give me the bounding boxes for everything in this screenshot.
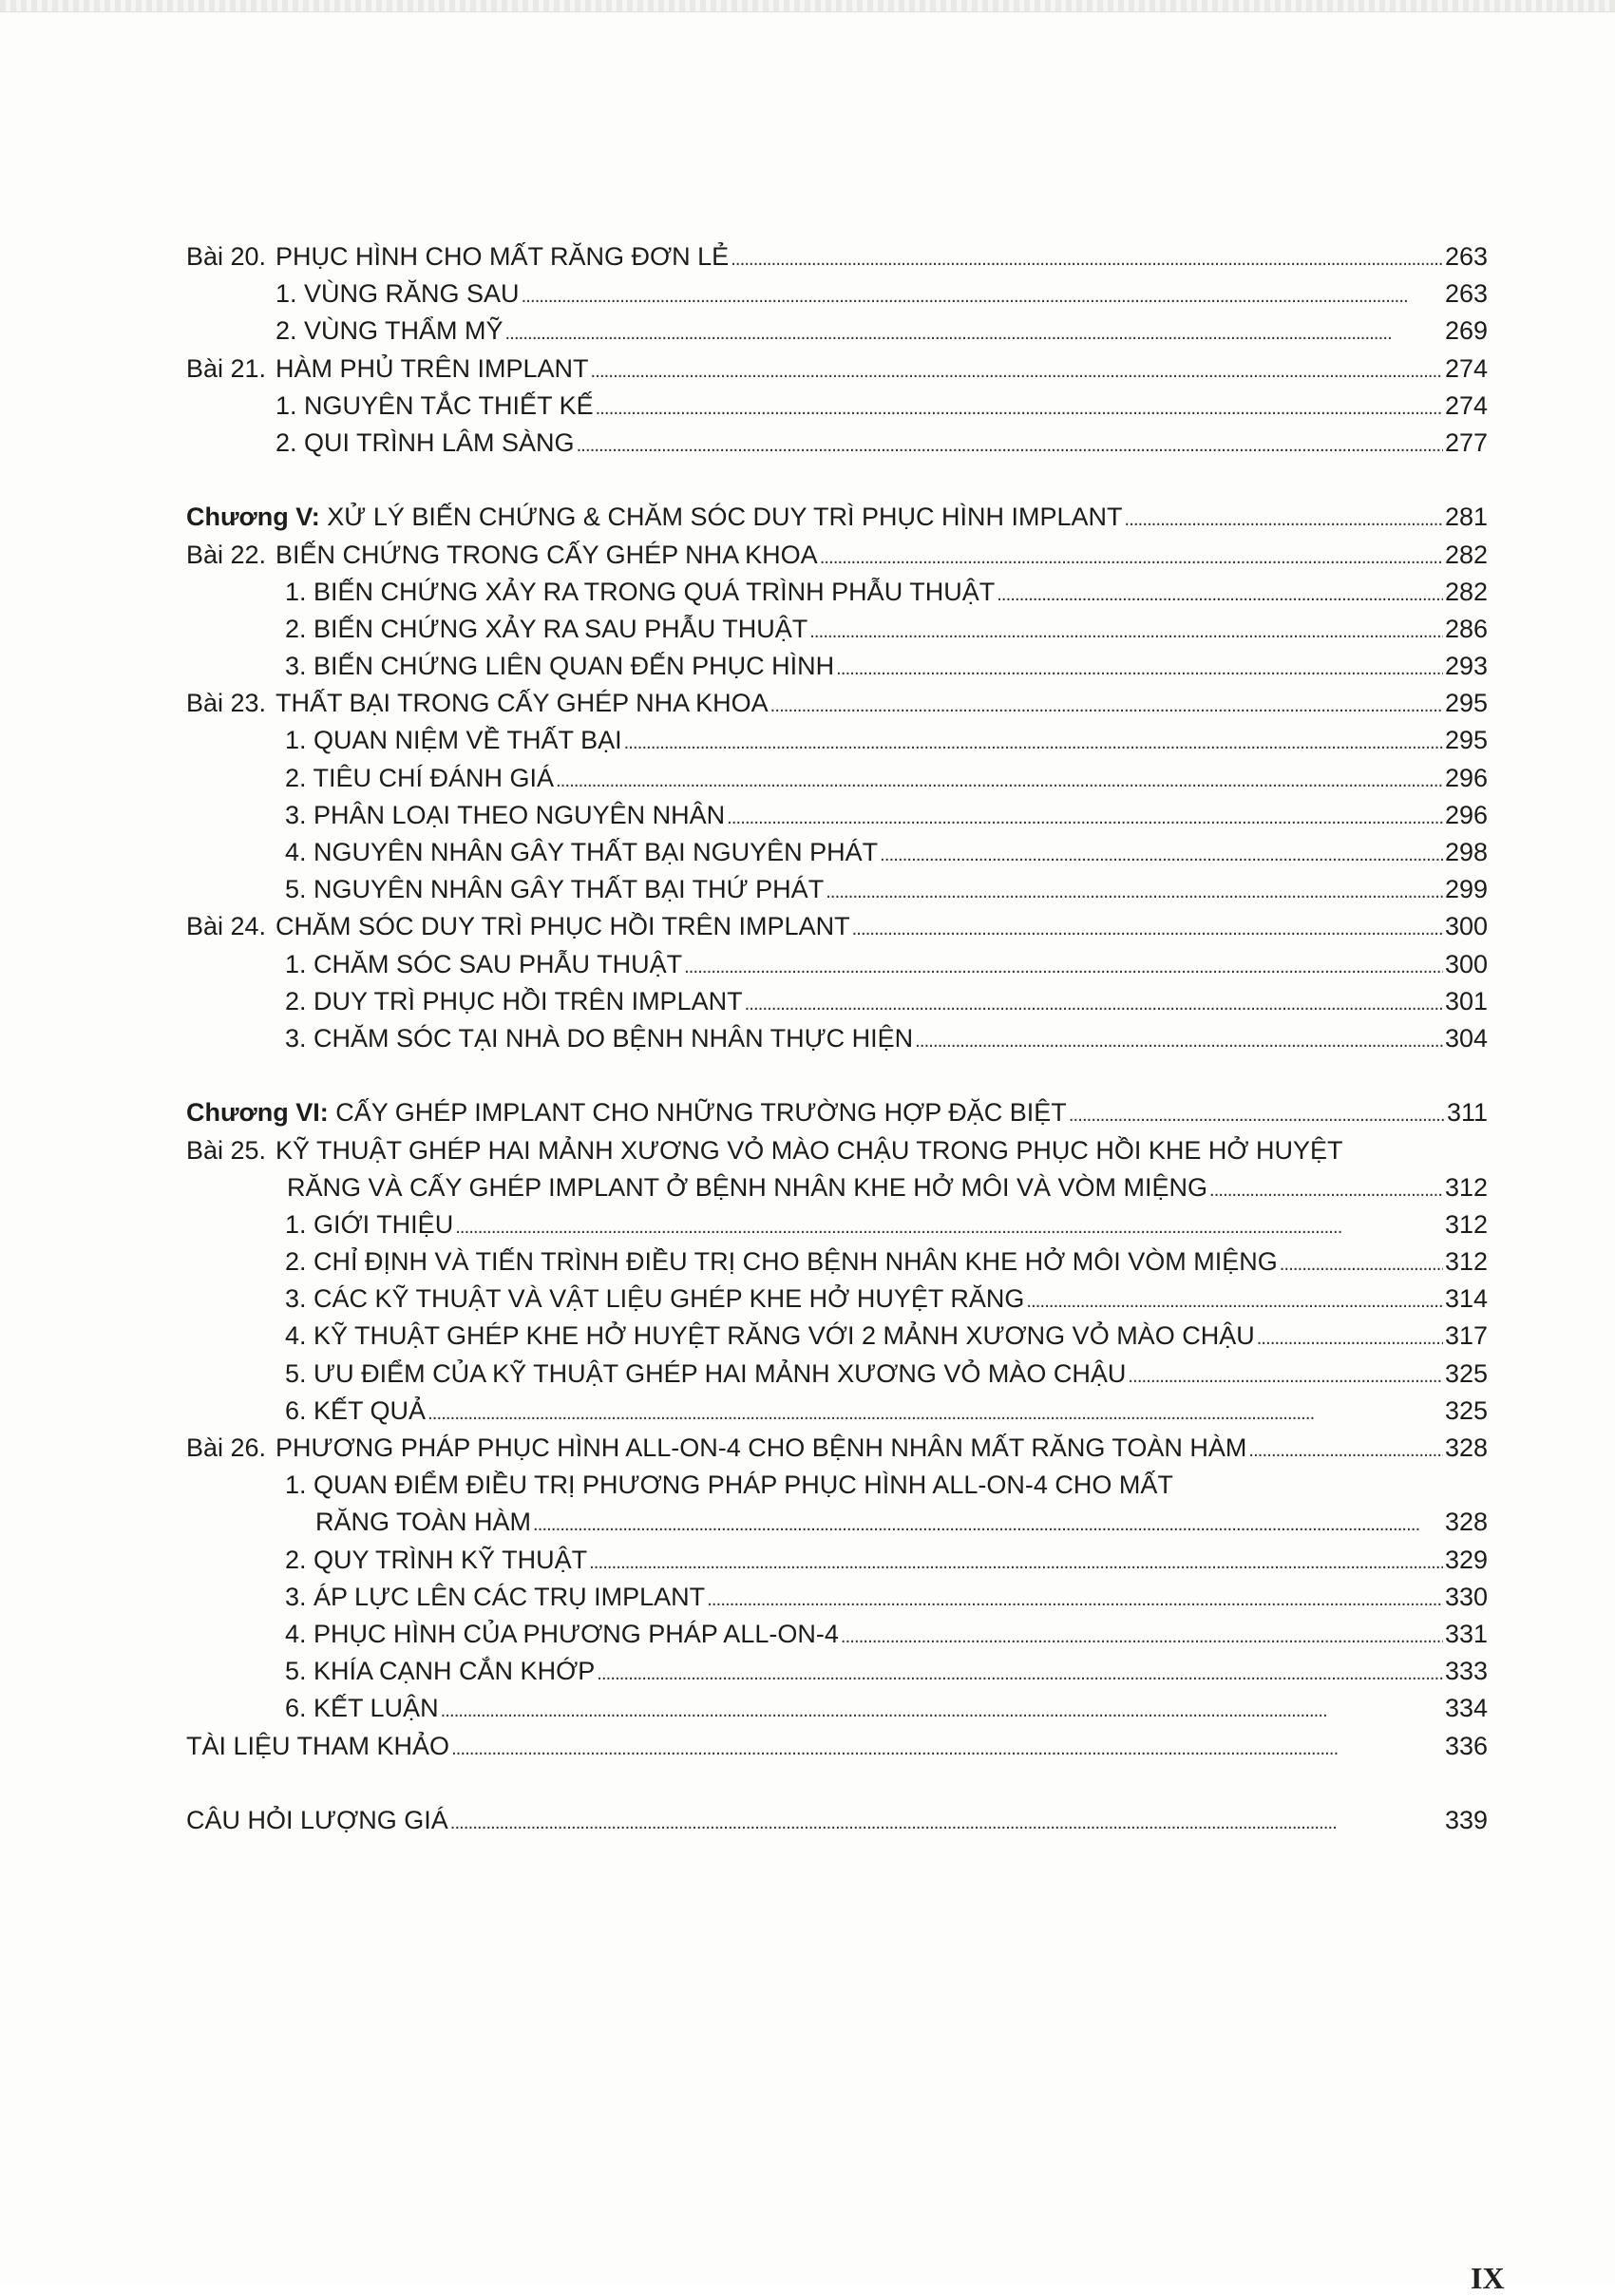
toc-entry[interactable] xyxy=(186,1430,1488,1467)
toc-leader-dots xyxy=(770,685,1443,725)
toc-leader-dots xyxy=(533,1504,1443,1544)
toc-page-number: 325 xyxy=(1444,1358,1488,1388)
toc-leader-dots xyxy=(522,275,1443,315)
toc-leader-dots xyxy=(836,648,1443,688)
toc-leader-dots xyxy=(997,574,1443,614)
toc-entry[interactable] xyxy=(186,1616,1488,1653)
toc-entry[interactable] xyxy=(186,1728,1488,1765)
toc-page-number: 274 xyxy=(1444,390,1488,420)
toc-entry[interactable] xyxy=(186,1243,1488,1281)
toc-entry-title: 4. KỸ THUẬT GHÉP KHE HỞ HUYỆT RĂNG VỚI 2 MẢNH XƯƠNG VỎ MÀO CHẬU xyxy=(285,1321,1255,1351)
toc-leader-dots xyxy=(1280,1243,1443,1283)
toc-spacer xyxy=(186,1765,1488,1802)
toc-page-number: 328 xyxy=(1444,1433,1488,1462)
toc-entry[interactable] xyxy=(186,1169,1488,1206)
toc-entry-title: 4. PHỤC HÌNH CỦA PHƯƠNG PHÁP ALL-ON-4 xyxy=(285,1619,839,1648)
toc-entry-title: RĂNG TOÀN HÀM xyxy=(315,1508,532,1537)
toc-leader-dots xyxy=(624,722,1443,762)
toc-entry-title: PHƯƠNG PHÁP PHỤC HÌNH ALL-ON-4 CHO BỆNH NHÂN MẤT RĂNG TOÀN HÀM xyxy=(276,1433,1247,1462)
toc-entry-title: 2. VÙNG THẨM MỸ xyxy=(276,316,504,346)
toc-entry[interactable] xyxy=(186,1206,1488,1243)
toc-entry-title: 1. NGUYÊN TẮC THIẾT KẾ xyxy=(276,390,594,420)
toc-entry-title: TÀI LIỆU THAM KHẢO xyxy=(186,1731,450,1760)
toc-entry-title: 1. VÙNG RĂNG SAU xyxy=(276,279,520,309)
toc-lesson-number: Bài 24. xyxy=(186,912,267,941)
toc-entry[interactable] xyxy=(186,946,1488,983)
spacer xyxy=(329,1094,336,1131)
toc-page-number: 282 xyxy=(1444,577,1488,606)
toc-page-number: 300 xyxy=(1444,949,1488,978)
toc-entry[interactable] xyxy=(186,1393,1488,1430)
toc-page-number: 277 xyxy=(1444,427,1488,457)
toc-entry[interactable] xyxy=(186,983,1488,1020)
toc-leader-dots xyxy=(915,1020,1443,1060)
toc-page-number: 286 xyxy=(1444,614,1488,643)
toc-leader-dots xyxy=(1128,1356,1443,1395)
toc-entry[interactable] xyxy=(186,499,1488,536)
toc-entry[interactable] xyxy=(186,275,1488,313)
toc-chapter-label: Chương VI: xyxy=(186,1098,329,1128)
toc-leader-dots xyxy=(589,1542,1443,1582)
toc-leader-dots xyxy=(455,1206,1443,1246)
toc-entry[interactable] xyxy=(186,1504,1488,1541)
toc-leader-dots xyxy=(451,1728,1443,1768)
toc-entry-title: 6. KẾT LUẬN xyxy=(285,1694,439,1723)
toc-entry[interactable] xyxy=(186,1356,1488,1393)
toc-leader-dots xyxy=(1026,1281,1443,1320)
toc-entry-title: RĂNG VÀ CẤY GHÉP IMPLANT Ở BỆNH NHÂN KHE HỞ MÔI VÀ VÒM MIỆNG xyxy=(287,1172,1207,1202)
toc-entry[interactable] xyxy=(186,1132,1488,1169)
toc-leader-dots xyxy=(577,425,1443,465)
toc-entry[interactable] xyxy=(186,1802,1488,1839)
toc-entry[interactable] xyxy=(186,611,1488,648)
toc-entry-title: XỬ LÝ BIẾN CHỨNG & CHĂM SÓC DUY TRÌ PHỤC HÌNH IMPLANT xyxy=(327,503,1123,532)
toc-leader-dots xyxy=(556,760,1443,800)
toc-leader-dots xyxy=(1248,1430,1443,1470)
toc-entry-title: 5. ƯU ĐIỂM CỦA KỸ THUẬT GHÉP HAI MẢNH XƯƠNG VỎ MÀO CHẬU xyxy=(285,1358,1127,1388)
toc-lesson-number: Bài 26. xyxy=(186,1433,267,1462)
toc-entry-title: 1. CHĂM SÓC SAU PHẪU THUẬT xyxy=(285,949,683,978)
toc-leader-dots xyxy=(841,1616,1443,1656)
toc-entry[interactable] xyxy=(186,871,1488,908)
toc-entry[interactable] xyxy=(186,1690,1488,1727)
toc-leader-dots xyxy=(441,1690,1443,1730)
toc-page-number: 331 xyxy=(1444,1619,1488,1648)
toc-entry[interactable] xyxy=(186,1579,1488,1616)
toc-leader-dots xyxy=(684,946,1443,986)
toc-entry[interactable] xyxy=(186,537,1488,574)
toc-lesson-number: Bài 20. xyxy=(186,242,267,271)
toc-entry[interactable] xyxy=(186,1020,1488,1057)
toc-entry[interactable] xyxy=(186,760,1488,797)
toc-leader-dots xyxy=(450,1802,1443,1842)
toc-leader-dots xyxy=(826,871,1443,911)
toc-page-number: 296 xyxy=(1444,763,1488,792)
toc-entry[interactable] xyxy=(186,908,1488,945)
toc-entry[interactable] xyxy=(186,1467,1488,1504)
toc-page-number: 330 xyxy=(1444,1582,1488,1611)
toc-entry-title: 4. NGUYÊN NHÂN GÂY THẤT BẠI NGUYÊN PHÁT xyxy=(285,838,879,866)
toc-page-number: 312 xyxy=(1444,1247,1488,1277)
toc-leader-dots xyxy=(596,388,1443,427)
toc-chapter-label: Chương V: xyxy=(186,503,320,532)
toc-page-number: 263 xyxy=(1444,279,1488,309)
toc-entry-title: 3. CÁC KỸ THUẬT VÀ VẬT LIỆU GHÉP KHE HỞ HUYỆT RĂNG xyxy=(285,1284,1025,1314)
toc-leader-dots xyxy=(745,983,1443,1023)
toc-entry-title: 5. NGUYÊN NHÂN GÂY THẤT BẠI THỨ PHÁT xyxy=(285,875,825,904)
toc-page-number: 304 xyxy=(1444,1023,1488,1053)
toc-page-number: 336 xyxy=(1444,1731,1488,1760)
toc-leader-dots xyxy=(707,1579,1443,1619)
toc-entry-title: 1. QUAN ĐIỂM ĐIỀU TRỊ PHƯƠNG PHÁP PHỤC HÌNH ALL-ON-4 CHO MẤT xyxy=(285,1471,1173,1500)
toc-entry[interactable] xyxy=(186,1094,1488,1131)
toc-page-number: 312 xyxy=(1444,1172,1488,1202)
toc-leader-dots xyxy=(1257,1318,1443,1357)
toc-entry-title: CẤY GHÉP IMPLANT CHO NHỮNG TRƯỜNG HỢP ĐẶC BIỆT xyxy=(335,1098,1067,1128)
toc-entry[interactable] xyxy=(186,648,1488,685)
toc-entry-title: 3. PHÂN LOẠI THEO NGUYÊN NHÂN xyxy=(285,800,726,829)
toc-entry-title: THẤT BẠI TRONG CẤY GHÉP NHA KHOA xyxy=(276,689,769,718)
toc-page-number: 282 xyxy=(1444,540,1488,569)
toc-page-number: 296 xyxy=(1444,800,1488,829)
toc-page-number: 263 xyxy=(1444,242,1488,271)
toc-spacer xyxy=(186,462,1488,499)
toc-entry-title: PHỤC HÌNH CHO MẤT RĂNG ĐƠN LẺ xyxy=(276,242,730,271)
toc-entry[interactable] xyxy=(186,574,1488,611)
toc-entry-title: 2. CHỈ ĐỊNH VÀ TIẾN TRÌNH ĐIỀU TRỊ CHO BỆNH NHÂN KHE HỞ MÔI VÒM MIỆNG xyxy=(285,1247,1278,1277)
toc-entry[interactable] xyxy=(186,722,1488,759)
toc-page-number: 311 xyxy=(1446,1098,1488,1128)
page-folio: IX xyxy=(1471,2261,1505,2295)
toc-entry-title: 1. QUAN NIỆM VỀ THẤT BẠI xyxy=(285,726,622,755)
toc-page-number: 295 xyxy=(1444,726,1488,755)
toc-entry-title: 5. KHÍA CẠNH CẮN KHỚP xyxy=(285,1657,596,1686)
toc-leader-dots xyxy=(428,1393,1443,1433)
toc-page-number: 269 xyxy=(1444,316,1488,346)
toc-leader-dots xyxy=(1125,499,1443,539)
toc-leader-dots xyxy=(852,908,1443,948)
spacer xyxy=(320,499,328,536)
toc-page-number: 281 xyxy=(1444,503,1488,532)
toc-page-number: 299 xyxy=(1444,875,1488,904)
toc-leader-dots xyxy=(727,797,1443,837)
toc-spacer xyxy=(186,1057,1488,1094)
toc-entry-title: 6. KẾT QUẢ xyxy=(285,1395,427,1425)
toc-entry-title: 2. TIÊU CHÍ ĐÁNH GIÁ xyxy=(285,763,555,792)
toc-leader-dots xyxy=(731,238,1443,278)
toc-leader-dots xyxy=(505,313,1443,352)
toc-page-number: 339 xyxy=(1444,1805,1488,1834)
toc-entry-title: BIẾN CHỨNG TRONG CẤY GHÉP NHA KHOA xyxy=(276,540,818,569)
toc-page-number: 295 xyxy=(1444,689,1488,718)
toc-leader-dots xyxy=(591,351,1443,390)
table-of-contents xyxy=(186,238,1488,1839)
toc-entry-title: 2. DUY TRÌ PHỤC HỒI TRÊN IMPLANT xyxy=(285,986,743,1015)
toc-page-number: 293 xyxy=(1444,652,1488,681)
toc-page-number: 298 xyxy=(1444,838,1488,866)
toc-entry[interactable] xyxy=(186,238,1488,275)
toc-entry[interactable] xyxy=(186,834,1488,871)
toc-entry-title: 1. GIỚI THIỆU xyxy=(285,1209,454,1239)
toc-entry[interactable] xyxy=(186,351,1488,388)
toc-leader-dots xyxy=(1069,1094,1445,1134)
toc-entry[interactable] xyxy=(186,313,1488,350)
toc-entry-title: HÀM PHỦ TRÊN IMPLANT xyxy=(276,353,589,383)
toc-entry[interactable] xyxy=(186,1653,1488,1690)
toc-entry[interactable] xyxy=(186,1318,1488,1355)
toc-page-number: 317 xyxy=(1444,1321,1488,1351)
toc-entry-title: 3. CHĂM SÓC TẠI NHÀ DO BỆNH NHÂN THỰC HIỆN xyxy=(285,1023,914,1053)
toc-entry-title: 2. BIẾN CHỨNG XẢY RA SAU PHẪU THUẬT xyxy=(285,614,808,643)
toc-lesson-number: Bài 21. xyxy=(186,353,267,383)
toc-lesson-number: Bài 25. xyxy=(186,1135,267,1165)
toc-leader-dots xyxy=(809,611,1443,651)
toc-page-number: 312 xyxy=(1444,1209,1488,1239)
toc-leader-dots xyxy=(597,1653,1443,1693)
toc-entry-title: KỸ THUẬT GHÉP HAI MẢNH XƯƠNG VỎ MÀO CHẬU TRONG PHỤC HỒI KHE HỞ HUYỆT xyxy=(276,1135,1343,1165)
toc-entry[interactable] xyxy=(186,685,1488,722)
toc-entry-title: 1. BIẾN CHỨNG XẢY RA TRONG QUÁ TRÌNH PHẪU THUẬT xyxy=(285,577,996,606)
toc-leader-dots xyxy=(1209,1169,1443,1209)
toc-page-number: 300 xyxy=(1444,912,1488,941)
toc-page-number: 325 xyxy=(1444,1395,1488,1425)
toc-page-number: 314 xyxy=(1444,1284,1488,1314)
toc-page-number: 333 xyxy=(1444,1657,1488,1686)
toc-entry-title: CÂU HỎI LƯỢNG GIÁ xyxy=(186,1805,448,1834)
toc-entry[interactable] xyxy=(186,425,1488,462)
toc-entry-title: CHĂM SÓC DUY TRÌ PHỤC HỒI TRÊN IMPLANT xyxy=(276,912,850,941)
toc-entry[interactable] xyxy=(186,797,1488,834)
toc-leader-dots xyxy=(820,537,1443,577)
toc-entry-title: 3. BIẾN CHỨNG LIÊN QUAN ĐẾN PHỤC HÌNH xyxy=(285,652,835,681)
toc-entry-title: 2. QUY TRÌNH KỸ THUẬT xyxy=(285,1545,588,1574)
toc-page-number: 334 xyxy=(1444,1694,1488,1723)
toc-page-number: 274 xyxy=(1444,353,1488,383)
toc-entry[interactable] xyxy=(186,1281,1488,1318)
toc-entry-title: 2. QUI TRÌNH LÂM SÀNG xyxy=(276,427,575,457)
toc-page-number: 328 xyxy=(1444,1508,1488,1537)
toc-page-number: 329 xyxy=(1444,1545,1488,1574)
toc-entry[interactable] xyxy=(186,388,1488,425)
toc-entry[interactable] xyxy=(186,1542,1488,1579)
toc-leader-dots xyxy=(880,834,1443,874)
toc-page-number: 301 xyxy=(1444,986,1488,1015)
scan-top-border xyxy=(0,0,1615,12)
toc-lesson-number: Bài 22. xyxy=(186,540,267,569)
toc-entry-title: 3. ÁP LỰC LÊN CÁC TRỤ IMPLANT xyxy=(285,1582,706,1611)
toc-lesson-number: Bài 23. xyxy=(186,689,267,718)
